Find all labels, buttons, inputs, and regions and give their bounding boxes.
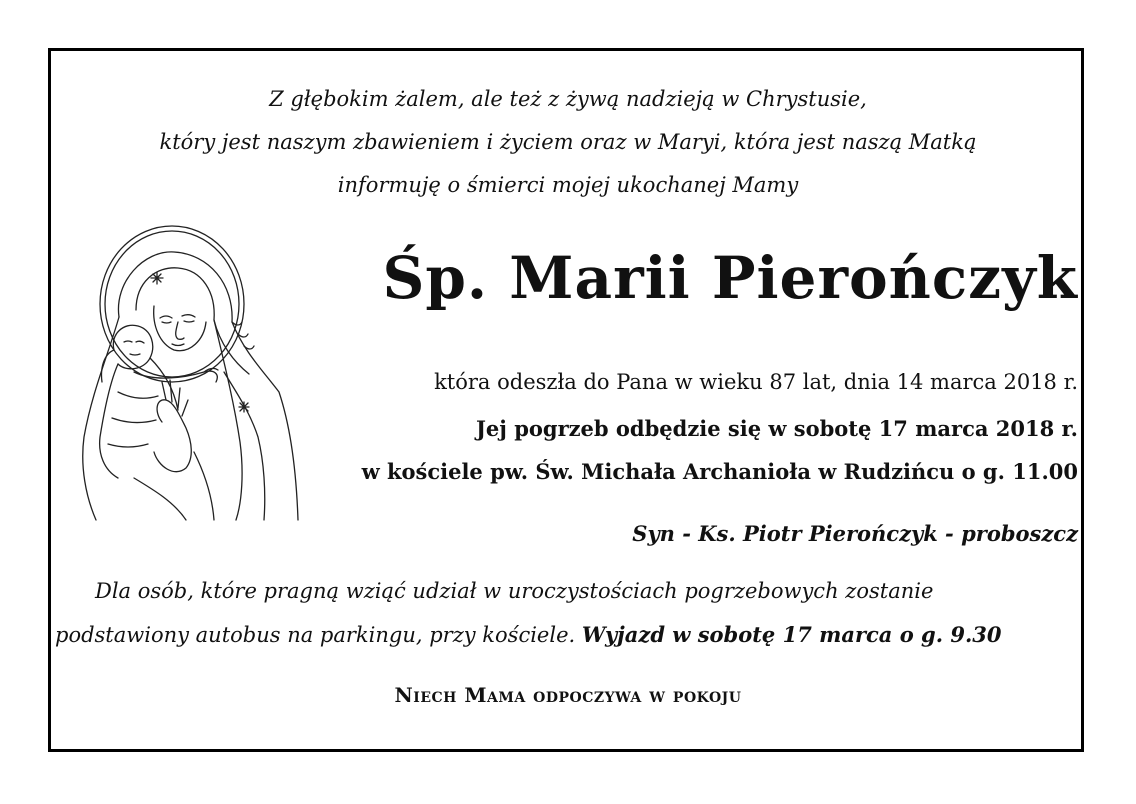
madonna-and-child-icon (74, 222, 302, 522)
signer: Syn - Ks. Piotr Pierończyk - proboszcz (632, 521, 1078, 546)
bus-notice-line-1: Dla osób, które pragną wziąć udział w uroczystościach pogrzebowych zostanie (95, 579, 934, 603)
bus-notice-text: podstawiony autobus na parkingu, przy kościele. (55, 623, 576, 647)
intro-line-2: który jest naszym zbawieniem i życiem oraz w Maryi, która jest naszą Matką (159, 130, 977, 154)
bus-departure: Wyjazd w sobotę 17 marca o g. 9.30 (581, 622, 1002, 647)
closing-phrase: Niech Mama odpoczywa w pokoju (394, 683, 742, 707)
deceased-name: Śp. Marii Pierończyk (382, 244, 1078, 312)
bus-notice-line-2 (55, 622, 1002, 647)
funeral-date: Jej pogrzeb odbędzie się w sobotę 17 marca 2018 r. (475, 416, 1078, 441)
intro-line-3: informuję o śmierci mojej ukochanej Mamy (337, 173, 799, 197)
church-location: w kościele pw. Św. Michała Archanioła w Rudzińcu o g. 11.00 (361, 459, 1078, 484)
intro-line-1: Z głębokim żalem, ale też z żywą nadzieją w Chrystusie, (269, 87, 867, 111)
death-details: która odeszła do Pana w wieku 87 lat, dnia 14 marca 2018 r. (434, 370, 1078, 394)
